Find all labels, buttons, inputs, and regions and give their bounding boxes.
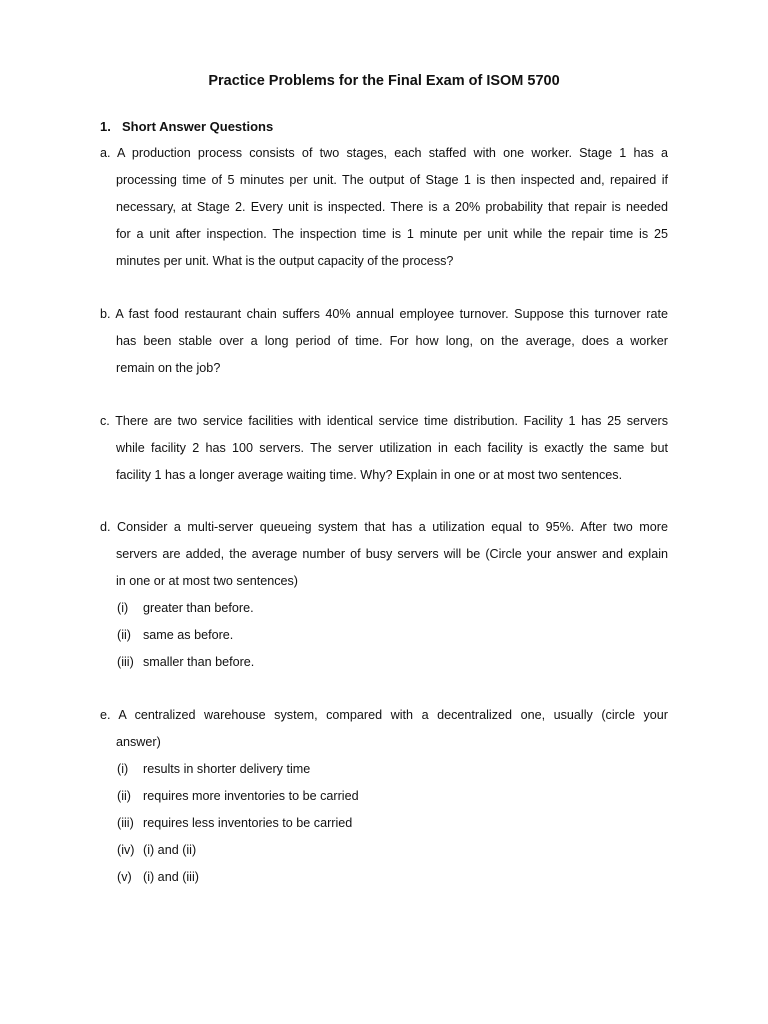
answer-option [100,756,668,783]
option-text: (i) and (ii) [143,843,197,857]
answer-option [100,622,668,649]
option-numeral: (ii) [117,789,131,803]
option-numeral: (iii) [117,816,134,830]
section-title: Short Answer Questions [122,119,274,134]
option-numeral: (iii) [117,655,134,669]
section-number: 1. [100,119,111,134]
option-numeral: (ii) [117,628,131,642]
option-numeral: (iv) [117,843,135,857]
question-line: b. A fast food restaurant chain suffers 40% annual employee turnover. Suppose this turnover rate [100,307,668,321]
question-line: e. A centralized warehouse system, compared with a decentralized one, usually (circle your [100,708,668,722]
option-text: (i) and (iii) [143,870,199,884]
option-text: requires less inventories to be carried [143,816,353,830]
question-line: d. Consider a multi-server queueing system that has a utilization equal to 95%. After two more [100,520,668,534]
question-line: servers are added, the average number of busy servers will be (Circle your answer and explain [116,547,668,561]
question-line: processing time of 5 minutes per unit. The output of Stage 1 is then inspected and, repaired if [116,173,668,187]
answer-option [100,595,668,622]
option-text: results in shorter delivery time [143,762,311,776]
question-line: while facility 2 has 100 servers. The server utilization in each facility is exactly the same but [116,441,668,455]
question-d [100,514,668,676]
question-line: facility 1 has a longer average waiting time. Why? Explain in one or at most two sentences. [116,468,623,482]
option-text: smaller than before. [143,655,255,669]
question-line: for a unit after inspection. The inspection time is 1 minute per unit while the repair time is 25 [116,227,668,241]
answer-option [100,649,668,676]
section-heading [100,119,273,134]
question-c [100,408,668,489]
question-line: a. A production process consists of two stages, each staffed with one worker. Stage 1 has a [100,146,668,160]
question-line: in one or at most two sentences) [116,574,299,588]
question-line: c. There are two service facilities with identical service time distribution. Facility 1 has 25 servers [100,414,668,428]
answer-option [100,810,668,837]
page-title: Practice Problems for the Final Exam of ISOM 5700 [208,73,560,89]
option-numeral: (v) [117,870,132,884]
answer-option [100,864,668,891]
option-text: greater than before. [143,601,254,615]
option-text: requires more inventories to be carried [143,789,359,803]
question-a [100,140,668,275]
question-line: answer) [116,735,161,749]
question-e [100,702,668,891]
question-line: remain on the job? [116,361,221,375]
option-text: same as before. [143,628,234,642]
question-line: minutes per unit. What is the output capacity of the process? [116,254,454,268]
option-numeral: (i) [117,762,129,776]
question-line: necessary, at Stage 2. Every unit is inspected. There is a 20% probability that repair is needed [116,200,668,214]
question-b [100,301,668,382]
option-numeral: (i) [117,601,129,615]
answer-option [100,783,668,810]
question-line: has been stable over a long period of time. For how long, on the average, does a worker [116,334,668,348]
answer-option [100,837,668,864]
